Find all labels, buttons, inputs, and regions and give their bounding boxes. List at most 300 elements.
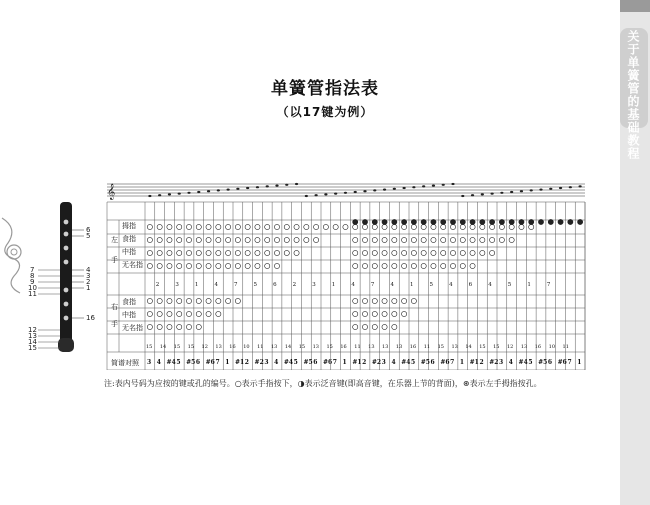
finger-hole-mark	[460, 263, 465, 268]
staff-note	[383, 189, 386, 191]
staff-note	[422, 185, 425, 187]
finger-hole-mark	[294, 224, 299, 229]
finger-hole-mark	[294, 250, 299, 255]
fingering-chart	[105, 180, 590, 374]
finger-hole-mark	[421, 250, 426, 255]
finger-hole-mark	[235, 237, 240, 242]
finger-hole-mark	[411, 298, 416, 303]
finger-hole-mark	[382, 224, 387, 229]
register-key-mark	[499, 219, 504, 224]
key-number: 5	[429, 282, 434, 288]
jianpu-note: 4	[508, 359, 513, 366]
jianpu-note: 1	[459, 359, 465, 366]
staff-note	[344, 192, 347, 194]
jianpu-note: #4	[283, 359, 294, 366]
finger-hole-mark	[196, 324, 201, 329]
staff-note	[442, 184, 445, 186]
label-ring-left: 无名指	[122, 261, 143, 269]
finger-hole-mark	[362, 311, 367, 316]
finger-hole-mark	[177, 263, 182, 268]
finger-hole-mark	[372, 224, 377, 229]
staff-note	[363, 190, 366, 192]
finger-hole-mark	[255, 263, 260, 268]
key-number: 4	[390, 282, 394, 288]
jianpu-note: 1	[577, 359, 582, 366]
register-key-mark	[353, 219, 358, 224]
jianpu-note: 7	[332, 359, 337, 366]
bottom-key-number: 10	[548, 344, 556, 350]
key-number: 1	[194, 282, 199, 288]
bottom-key-number: 13	[312, 344, 319, 350]
finger-hole-mark	[343, 224, 348, 229]
finger-hole-mark	[186, 237, 191, 242]
bottom-key-number: 13	[382, 344, 389, 350]
finger-hole-mark	[470, 263, 475, 268]
staff-note	[451, 183, 454, 185]
staff-note	[158, 194, 161, 196]
finger-hole-mark	[490, 224, 495, 229]
jianpu-note: #2	[254, 359, 264, 366]
label-ring-right: 无名指	[122, 324, 143, 332]
jianpu-note: 3	[499, 359, 504, 366]
staff-note	[168, 193, 171, 195]
jianpu-note: 5	[293, 359, 298, 366]
finger-hole-mark	[304, 237, 309, 242]
label-index-right: 食指	[122, 298, 136, 306]
finger-hole-mark	[392, 298, 397, 303]
finger-hole-mark	[382, 250, 387, 255]
key-number: 5	[507, 282, 512, 288]
key-number: 2	[292, 282, 297, 288]
finger-hole-mark	[470, 224, 475, 229]
register-key-mark	[392, 219, 397, 224]
key-num-4: 4	[86, 266, 91, 274]
label-left-hand-2: 手	[111, 256, 118, 264]
finger-hole-mark	[235, 224, 240, 229]
finger-hole-mark	[177, 224, 182, 229]
bottom-key-number: 13	[215, 344, 222, 350]
finger-hole-mark	[147, 224, 152, 229]
jianpu-note: #5	[186, 359, 196, 366]
finger-hole-mark	[245, 224, 250, 229]
finger-hole-mark	[450, 224, 455, 229]
bottom-key-number: 15	[146, 344, 153, 350]
jianpu-note: #2	[489, 359, 499, 366]
staff-note	[227, 189, 230, 191]
key-num-10: 10	[28, 284, 37, 292]
finger-hole-mark	[167, 298, 172, 303]
register-key-mark	[568, 219, 573, 224]
finger-hole-mark	[216, 263, 221, 268]
finger-hole-mark	[353, 311, 358, 316]
finger-hole-mark	[353, 250, 358, 255]
finger-hole-mark	[372, 237, 377, 242]
finger-hole-mark	[274, 263, 279, 268]
key-number: 2	[155, 282, 160, 288]
bottom-key-number: 11	[354, 344, 361, 350]
jianpu-note: #1	[469, 359, 479, 366]
finger-hole-mark	[402, 224, 407, 229]
label-thumb: 拇指	[122, 222, 136, 230]
jianpu-note: #6	[323, 359, 333, 366]
finger-hole-mark	[353, 263, 358, 268]
finger-hole-mark	[402, 311, 407, 316]
register-key-mark	[529, 219, 534, 224]
register-key-mark	[509, 219, 514, 224]
finger-hole-mark	[147, 298, 152, 303]
finger-hole-mark	[186, 298, 191, 303]
finger-hole-mark	[186, 324, 191, 329]
jianpu-note: #5	[303, 359, 313, 366]
finger-hole-mark	[274, 250, 279, 255]
finger-hole-mark	[206, 298, 211, 303]
staff-note	[579, 185, 582, 187]
finger-hole-mark	[333, 224, 338, 229]
staff-note	[559, 187, 562, 189]
finger-hole-mark	[196, 250, 201, 255]
staff-note	[432, 185, 435, 187]
staff-note	[197, 191, 200, 193]
finger-hole-mark	[196, 237, 201, 242]
finger-hole-mark	[216, 224, 221, 229]
finger-hole-mark	[441, 237, 446, 242]
jianpu-note: 3	[381, 359, 386, 366]
finger-hole-mark	[284, 250, 289, 255]
finger-hole-mark	[431, 224, 436, 229]
finger-hole-mark	[226, 237, 231, 242]
jianpu-note: #6	[557, 359, 567, 366]
jianpu-note: 4	[391, 359, 396, 366]
staff-note	[305, 195, 308, 197]
finger-hole-mark	[235, 250, 240, 255]
jianpu-note: 3	[147, 359, 152, 366]
finger-hole-mark	[402, 263, 407, 268]
bottom-key-number: 15	[493, 344, 500, 350]
finger-hole-mark	[470, 237, 475, 242]
staff-note	[373, 189, 376, 191]
finger-hole-mark	[480, 224, 485, 229]
finger-hole-mark	[157, 250, 162, 255]
bottom-key-number: 12	[201, 344, 208, 350]
jianpu-note: 4	[274, 359, 279, 366]
page-title: 单簧管指法表	[271, 79, 379, 99]
label-middle-left: 中指	[122, 248, 136, 256]
staff-note	[481, 193, 484, 195]
bottom-key-number: 10	[243, 344, 250, 350]
register-key-mark	[372, 219, 377, 224]
finger-hole-mark	[186, 263, 191, 268]
bottom-key-number: 13	[520, 344, 528, 350]
finger-hole-mark	[411, 263, 416, 268]
finger-hole-mark	[167, 324, 172, 329]
key-num-14: 14	[28, 338, 37, 346]
finger-hole-mark	[402, 237, 407, 242]
finger-hole-mark	[382, 263, 387, 268]
staff-note	[217, 189, 220, 191]
finger-hole-mark	[460, 224, 465, 229]
finger-hole-mark	[255, 250, 260, 255]
jianpu-note: 1	[225, 359, 230, 366]
register-key-mark	[460, 219, 465, 224]
finger-hole-mark	[265, 250, 270, 255]
staff-note	[236, 188, 239, 190]
finger-hole-mark	[177, 311, 182, 316]
finger-hole-mark	[177, 237, 182, 242]
key-num-5: 5	[86, 232, 91, 240]
staff-note	[520, 190, 523, 192]
footnote: 注:表内号码为应按的键或孔的编号。○表示手指按下，◑表示泛音键(即高音键，在乐器上节的背面)，⊛表示左手拇指按孔。	[104, 379, 542, 388]
finger-hole-mark	[304, 224, 309, 229]
key-num-12: 12	[28, 326, 37, 334]
finger-hole-mark	[294, 237, 299, 242]
finger-hole-mark	[431, 237, 436, 242]
finger-hole-mark	[147, 311, 152, 316]
finger-hole-mark	[411, 224, 416, 229]
staff-note	[530, 189, 533, 191]
finger-hole-mark	[372, 298, 377, 303]
finger-hole-mark	[353, 324, 358, 329]
finger-hole-mark	[167, 250, 172, 255]
jianpu-note: 7	[215, 359, 220, 366]
label-index-left: 食指	[122, 235, 136, 243]
bottom-key-number: 16	[229, 344, 236, 350]
finger-hole-mark	[480, 250, 485, 255]
key-number: 1	[527, 282, 531, 288]
jianpu-note: 2	[362, 359, 367, 366]
staff-note	[510, 191, 513, 193]
register-key-mark	[538, 219, 543, 224]
finger-hole-mark	[157, 237, 162, 242]
key-num-7: 7	[30, 266, 35, 274]
jianpu-note: #1	[352, 359, 362, 366]
finger-hole-mark	[147, 324, 152, 329]
staff-note	[461, 195, 464, 197]
finger-hole-mark	[147, 250, 152, 255]
jianpu-note: #4	[401, 359, 411, 366]
finger-hole-mark	[470, 250, 475, 255]
jianpu-note: #6	[205, 359, 215, 366]
bottom-key-number: 13	[395, 344, 403, 350]
jianpu-note: #2	[371, 359, 382, 366]
key-number: 1	[410, 282, 414, 288]
staff-note	[315, 194, 318, 196]
register-key-mark	[490, 219, 495, 224]
finger-hole-mark	[460, 237, 465, 242]
label-middle-right: 中指	[122, 311, 136, 319]
staff-note	[403, 187, 406, 189]
bottom-key-number: 16	[340, 344, 347, 350]
finger-hole-mark	[431, 250, 436, 255]
finger-hole-mark	[460, 250, 465, 255]
staff-note	[334, 193, 337, 195]
finger-hole-mark	[216, 298, 221, 303]
finger-hole-mark	[265, 237, 270, 242]
finger-hole-mark	[392, 224, 397, 229]
staff-note	[285, 184, 288, 186]
register-key-mark	[411, 219, 416, 224]
jianpu-note: 4	[156, 359, 161, 366]
bottom-key-number: 11	[257, 344, 264, 350]
bottom-key-number: 15	[187, 344, 195, 350]
finger-hole-mark	[362, 224, 367, 229]
label-right-hand-2: 手	[111, 320, 118, 328]
finger-hole-mark	[206, 250, 211, 255]
treble-clef: 𝄞	[107, 184, 116, 200]
finger-hole-mark	[186, 311, 191, 316]
staff-note	[491, 193, 494, 195]
key-num-6: 6	[86, 226, 91, 234]
staff-note	[275, 185, 278, 187]
finger-hole-mark	[206, 224, 211, 229]
finger-hole-mark	[196, 224, 201, 229]
finger-hole-mark	[372, 324, 377, 329]
finger-hole-mark	[441, 250, 446, 255]
finger-hole-mark	[284, 237, 289, 242]
jianpu-note: 7	[450, 359, 455, 366]
finger-hole-mark	[314, 237, 319, 242]
jianpu-note: 6	[195, 359, 201, 366]
finger-hole-mark	[284, 224, 289, 229]
finger-hole-mark	[392, 250, 397, 255]
finger-hole-mark	[431, 263, 436, 268]
key-number: 1	[331, 282, 336, 288]
bottom-key-number: 11	[423, 344, 431, 350]
jianpu-note: #5	[538, 359, 548, 366]
finger-hole-mark	[392, 237, 397, 242]
bottom-key-number: 16	[534, 344, 542, 350]
staff-note	[207, 190, 210, 192]
staff-note	[256, 186, 259, 188]
side-band-top	[620, 0, 650, 12]
staff-note	[324, 193, 327, 195]
finger-hole-mark	[216, 250, 221, 255]
finger-hole-mark	[490, 237, 495, 242]
finger-hole-mark	[480, 237, 485, 242]
register-key-mark	[519, 219, 524, 224]
bottom-key-number: 15	[298, 344, 306, 350]
jianpu-note: 3	[264, 359, 269, 366]
finger-hole-mark	[226, 298, 231, 303]
finger-hole-mark	[382, 237, 387, 242]
finger-hole-mark	[177, 250, 182, 255]
finger-hole-mark	[519, 224, 524, 229]
key-num-2: 2	[86, 278, 91, 286]
staff-note	[412, 186, 415, 188]
bottom-key-number: 15	[326, 344, 333, 350]
finger-hole-mark	[490, 250, 495, 255]
key-number: 7	[234, 282, 238, 288]
page-subtitle: （以17键为例）	[276, 105, 374, 119]
key-num-1: 1	[86, 284, 91, 292]
bottom-key-number: 14	[465, 344, 472, 350]
staff-note	[246, 187, 249, 189]
finger-hole-mark	[186, 224, 191, 229]
key-number: 4	[488, 282, 492, 288]
key-num-9: 9	[30, 278, 35, 286]
bottom-key-number: 13	[368, 344, 375, 350]
side-text: 关于单簧管的基础教程	[626, 30, 640, 160]
finger-hole-mark	[206, 237, 211, 242]
jianpu-note: 6	[547, 359, 553, 366]
finger-hole-mark	[196, 311, 201, 316]
key-num-8: 8	[30, 272, 35, 280]
key-number: 4	[214, 282, 218, 288]
finger-hole-mark	[421, 263, 426, 268]
register-key-mark	[441, 219, 446, 224]
jianpu-note: 5	[176, 359, 181, 366]
label-left-hand-1: 左	[111, 236, 118, 244]
register-key-mark	[558, 219, 563, 224]
finger-hole-mark	[392, 311, 397, 316]
finger-hole-mark	[255, 237, 260, 242]
fingering-chart-svg	[105, 180, 590, 370]
key-number: 6	[273, 282, 277, 288]
staff-note	[354, 191, 357, 193]
key-num-11: 11	[28, 290, 37, 298]
finger-hole-mark	[421, 237, 426, 242]
finger-hole-mark	[353, 298, 358, 303]
finger-hole-mark	[255, 224, 260, 229]
bottom-key-number: 14	[284, 344, 292, 350]
finger-hole-mark	[274, 237, 279, 242]
register-key-mark	[382, 219, 387, 224]
finger-hole-mark	[372, 311, 377, 316]
register-key-mark	[578, 219, 583, 224]
finger-hole-mark	[421, 224, 426, 229]
jianpu-note: #6	[440, 359, 450, 366]
finger-hole-mark	[362, 237, 367, 242]
finger-hole-mark	[167, 311, 172, 316]
finger-hole-mark	[226, 263, 231, 268]
key-number: 7	[546, 282, 551, 288]
finger-hole-mark	[147, 237, 152, 242]
staff-note	[471, 194, 474, 196]
register-key-mark	[470, 219, 475, 224]
key-number: 3	[312, 282, 316, 288]
register-key-mark	[362, 219, 367, 224]
bottom-key-number: 13	[270, 344, 278, 350]
finger-hole-mark	[235, 263, 240, 268]
jianpu-note: #4	[518, 359, 528, 366]
finger-hole-mark	[216, 311, 221, 316]
key-number: 4	[351, 282, 355, 288]
staff-note	[148, 195, 151, 197]
key-number: 6	[468, 282, 473, 288]
register-key-mark	[421, 219, 426, 224]
jianpu-note: 2	[479, 359, 484, 366]
finger-hole-mark	[265, 224, 270, 229]
bottom-key-number: 15	[173, 344, 181, 350]
finger-hole-mark	[402, 250, 407, 255]
label-right-hand-1: 右	[111, 303, 118, 311]
finger-hole-mark	[245, 263, 250, 268]
finger-hole-mark	[441, 263, 446, 268]
finger-hole-mark	[509, 224, 514, 229]
key-num-15: 15	[28, 344, 37, 352]
finger-hole-mark	[235, 298, 240, 303]
register-key-mark	[450, 219, 455, 224]
finger-hole-mark	[362, 324, 367, 329]
finger-hole-mark	[245, 250, 250, 255]
staff-note	[569, 186, 572, 188]
finger-hole-mark	[499, 224, 504, 229]
jianpu-note: 5	[411, 359, 416, 366]
label-jianpu: 简谱对照	[111, 359, 139, 367]
finger-hole-mark	[314, 224, 319, 229]
key-number: 3	[175, 282, 179, 288]
key-num-3: 3	[86, 272, 91, 280]
finger-hole-mark	[353, 224, 358, 229]
